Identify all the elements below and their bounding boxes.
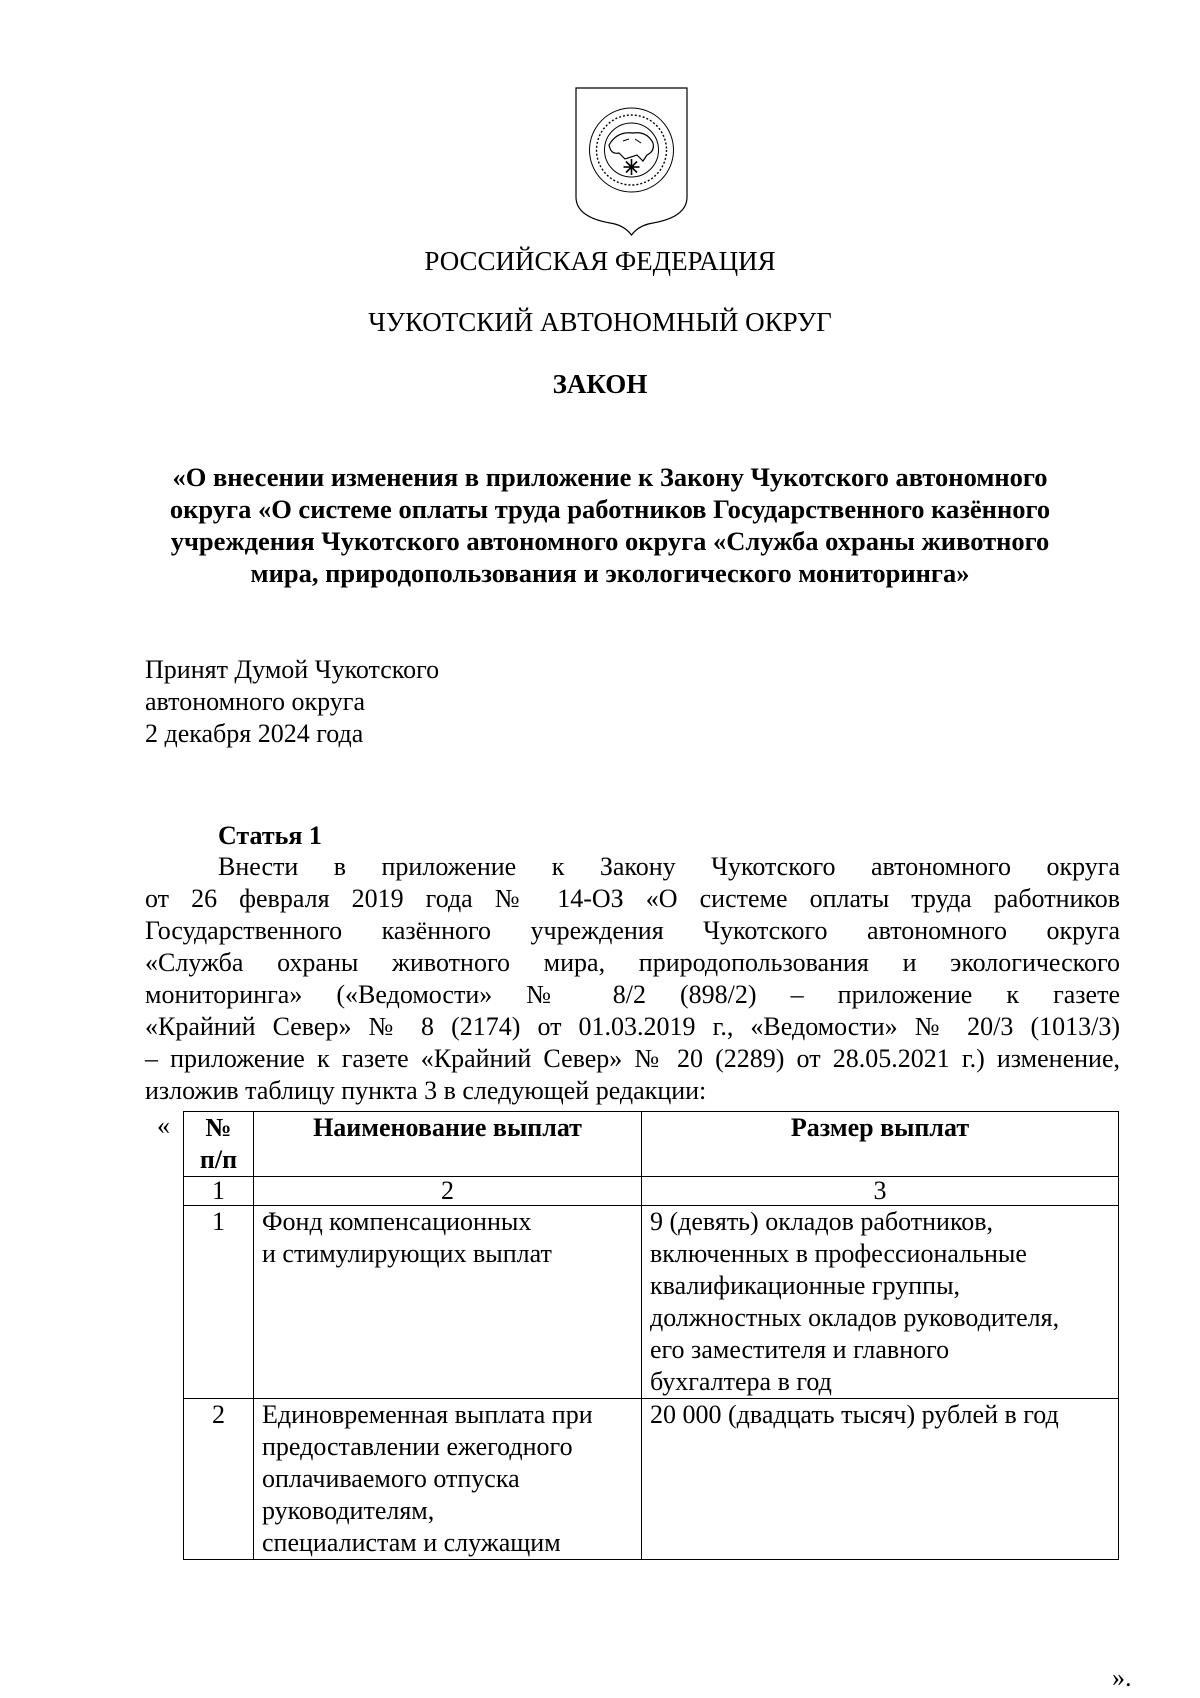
header-name: Наименование выплат bbox=[254, 1112, 642, 1177]
payment-size bbox=[642, 1399, 1119, 1560]
adoption-info bbox=[145, 654, 439, 750]
cell-line: руководителям, bbox=[262, 1496, 435, 1525]
article-heading: Статья 1 bbox=[218, 821, 322, 850]
law-title-line: учреждения Чукотского автономного округа «Служба охраны животного bbox=[170, 526, 1050, 556]
header-number-symbol: № bbox=[205, 1113, 232, 1142]
cell-line: его заместителя и главного bbox=[650, 1335, 950, 1364]
table-row bbox=[184, 1399, 1119, 1560]
article-paragraph bbox=[145, 851, 1120, 1107]
table-row bbox=[184, 1206, 1119, 1399]
payment-size bbox=[642, 1206, 1119, 1399]
law-title-line: мира, природопользования и экологического мониторинга» bbox=[250, 558, 970, 588]
paragraph-line: изложив таблицу пункта 3 в следующей редакции: bbox=[145, 1076, 707, 1105]
cell-line: оплачиваемого отпуска bbox=[262, 1464, 520, 1493]
cell-line: должностных окладов руководителя, bbox=[650, 1303, 1060, 1332]
header-number bbox=[184, 1112, 254, 1177]
cell-line: предоставлении ежегодного bbox=[262, 1432, 573, 1461]
paragraph-line: – приложение к газете «Крайний Север» № 20 (2289) от 28.05.2021 г.) изменение, bbox=[145, 1044, 1120, 1073]
payment-name bbox=[254, 1399, 642, 1560]
cell-line: Фонд компенсационных bbox=[262, 1207, 532, 1236]
law-title-line: округа «О системе оплаты труда работников Государственного казённого bbox=[169, 494, 1051, 524]
paragraph-line: «Крайний Север» № 8 (2174) от 01.03.2019 г., «Ведомости» № 20/3 (1013/3) bbox=[145, 1012, 1120, 1041]
index-cell: 3 bbox=[642, 1177, 1119, 1206]
adoption-date: 2 декабря 2024 года bbox=[145, 719, 364, 748]
adoption-line: Принят Думой Чукотского bbox=[145, 655, 440, 684]
paragraph-line: «Служба охраны животного мира, природопользования и экологического bbox=[145, 948, 1120, 977]
document-type: ЗАКОН bbox=[552, 369, 648, 399]
law-title-line: «О внесении изменения в приложение к Закону Чукотского автономного bbox=[172, 462, 1048, 492]
index-cell: 1 bbox=[184, 1177, 254, 1206]
row-number: 2 bbox=[184, 1399, 254, 1560]
cell-line: бухгалтера в год bbox=[650, 1367, 832, 1396]
index-cell: 2 bbox=[254, 1177, 642, 1206]
closing-quote: ». bbox=[1112, 1663, 1132, 1692]
coat-of-arms-emblem bbox=[573, 85, 690, 237]
region-heading: ЧУКОТСКИЙ АВТОНОМНЫЙ ОКРУГ bbox=[368, 307, 832, 337]
table-header-row bbox=[184, 1112, 1119, 1177]
cell-line: квалификационные группы, bbox=[650, 1271, 961, 1300]
opening-quote: « bbox=[157, 1111, 170, 1140]
paragraph-line: Внести в приложение к Закону Чукотского автономного округа bbox=[218, 852, 1120, 881]
cell-line: включенных в профессиональные bbox=[650, 1239, 1027, 1268]
law-title bbox=[130, 461, 1090, 589]
country-heading: РОССИЙСКАЯ ФЕДЕРАЦИЯ bbox=[424, 246, 776, 276]
cell-line: Единовременная выплата при bbox=[262, 1400, 593, 1429]
header-number-abbr: п/п bbox=[199, 1145, 238, 1174]
cell-line: 9 (девять) окладов работников, bbox=[650, 1207, 994, 1236]
row-number: 1 bbox=[184, 1206, 254, 1399]
adoption-line: автономного округа bbox=[145, 687, 365, 716]
cell-line: 20 000 (двадцать тысяч) рублей в год bbox=[650, 1400, 1059, 1429]
cell-line: специалистам и служащим bbox=[262, 1528, 561, 1557]
payment-name bbox=[254, 1206, 642, 1399]
header-size: Размер выплат bbox=[642, 1112, 1119, 1177]
payments-table bbox=[183, 1111, 1119, 1560]
cell-line: и стимулирующих выплат bbox=[262, 1239, 552, 1268]
paragraph-line: мониторинга» («Ведомости» № 8/2 (898/2) – приложение к газете bbox=[145, 980, 1120, 1009]
paragraph-line: от 26 февраля 2019 года № 14-ОЗ «О системе оплаты труда работников bbox=[145, 884, 1120, 913]
table-index-row bbox=[184, 1177, 1119, 1206]
paragraph-line: Государственного казённого учреждения Чукотского автономного округа bbox=[145, 916, 1120, 945]
